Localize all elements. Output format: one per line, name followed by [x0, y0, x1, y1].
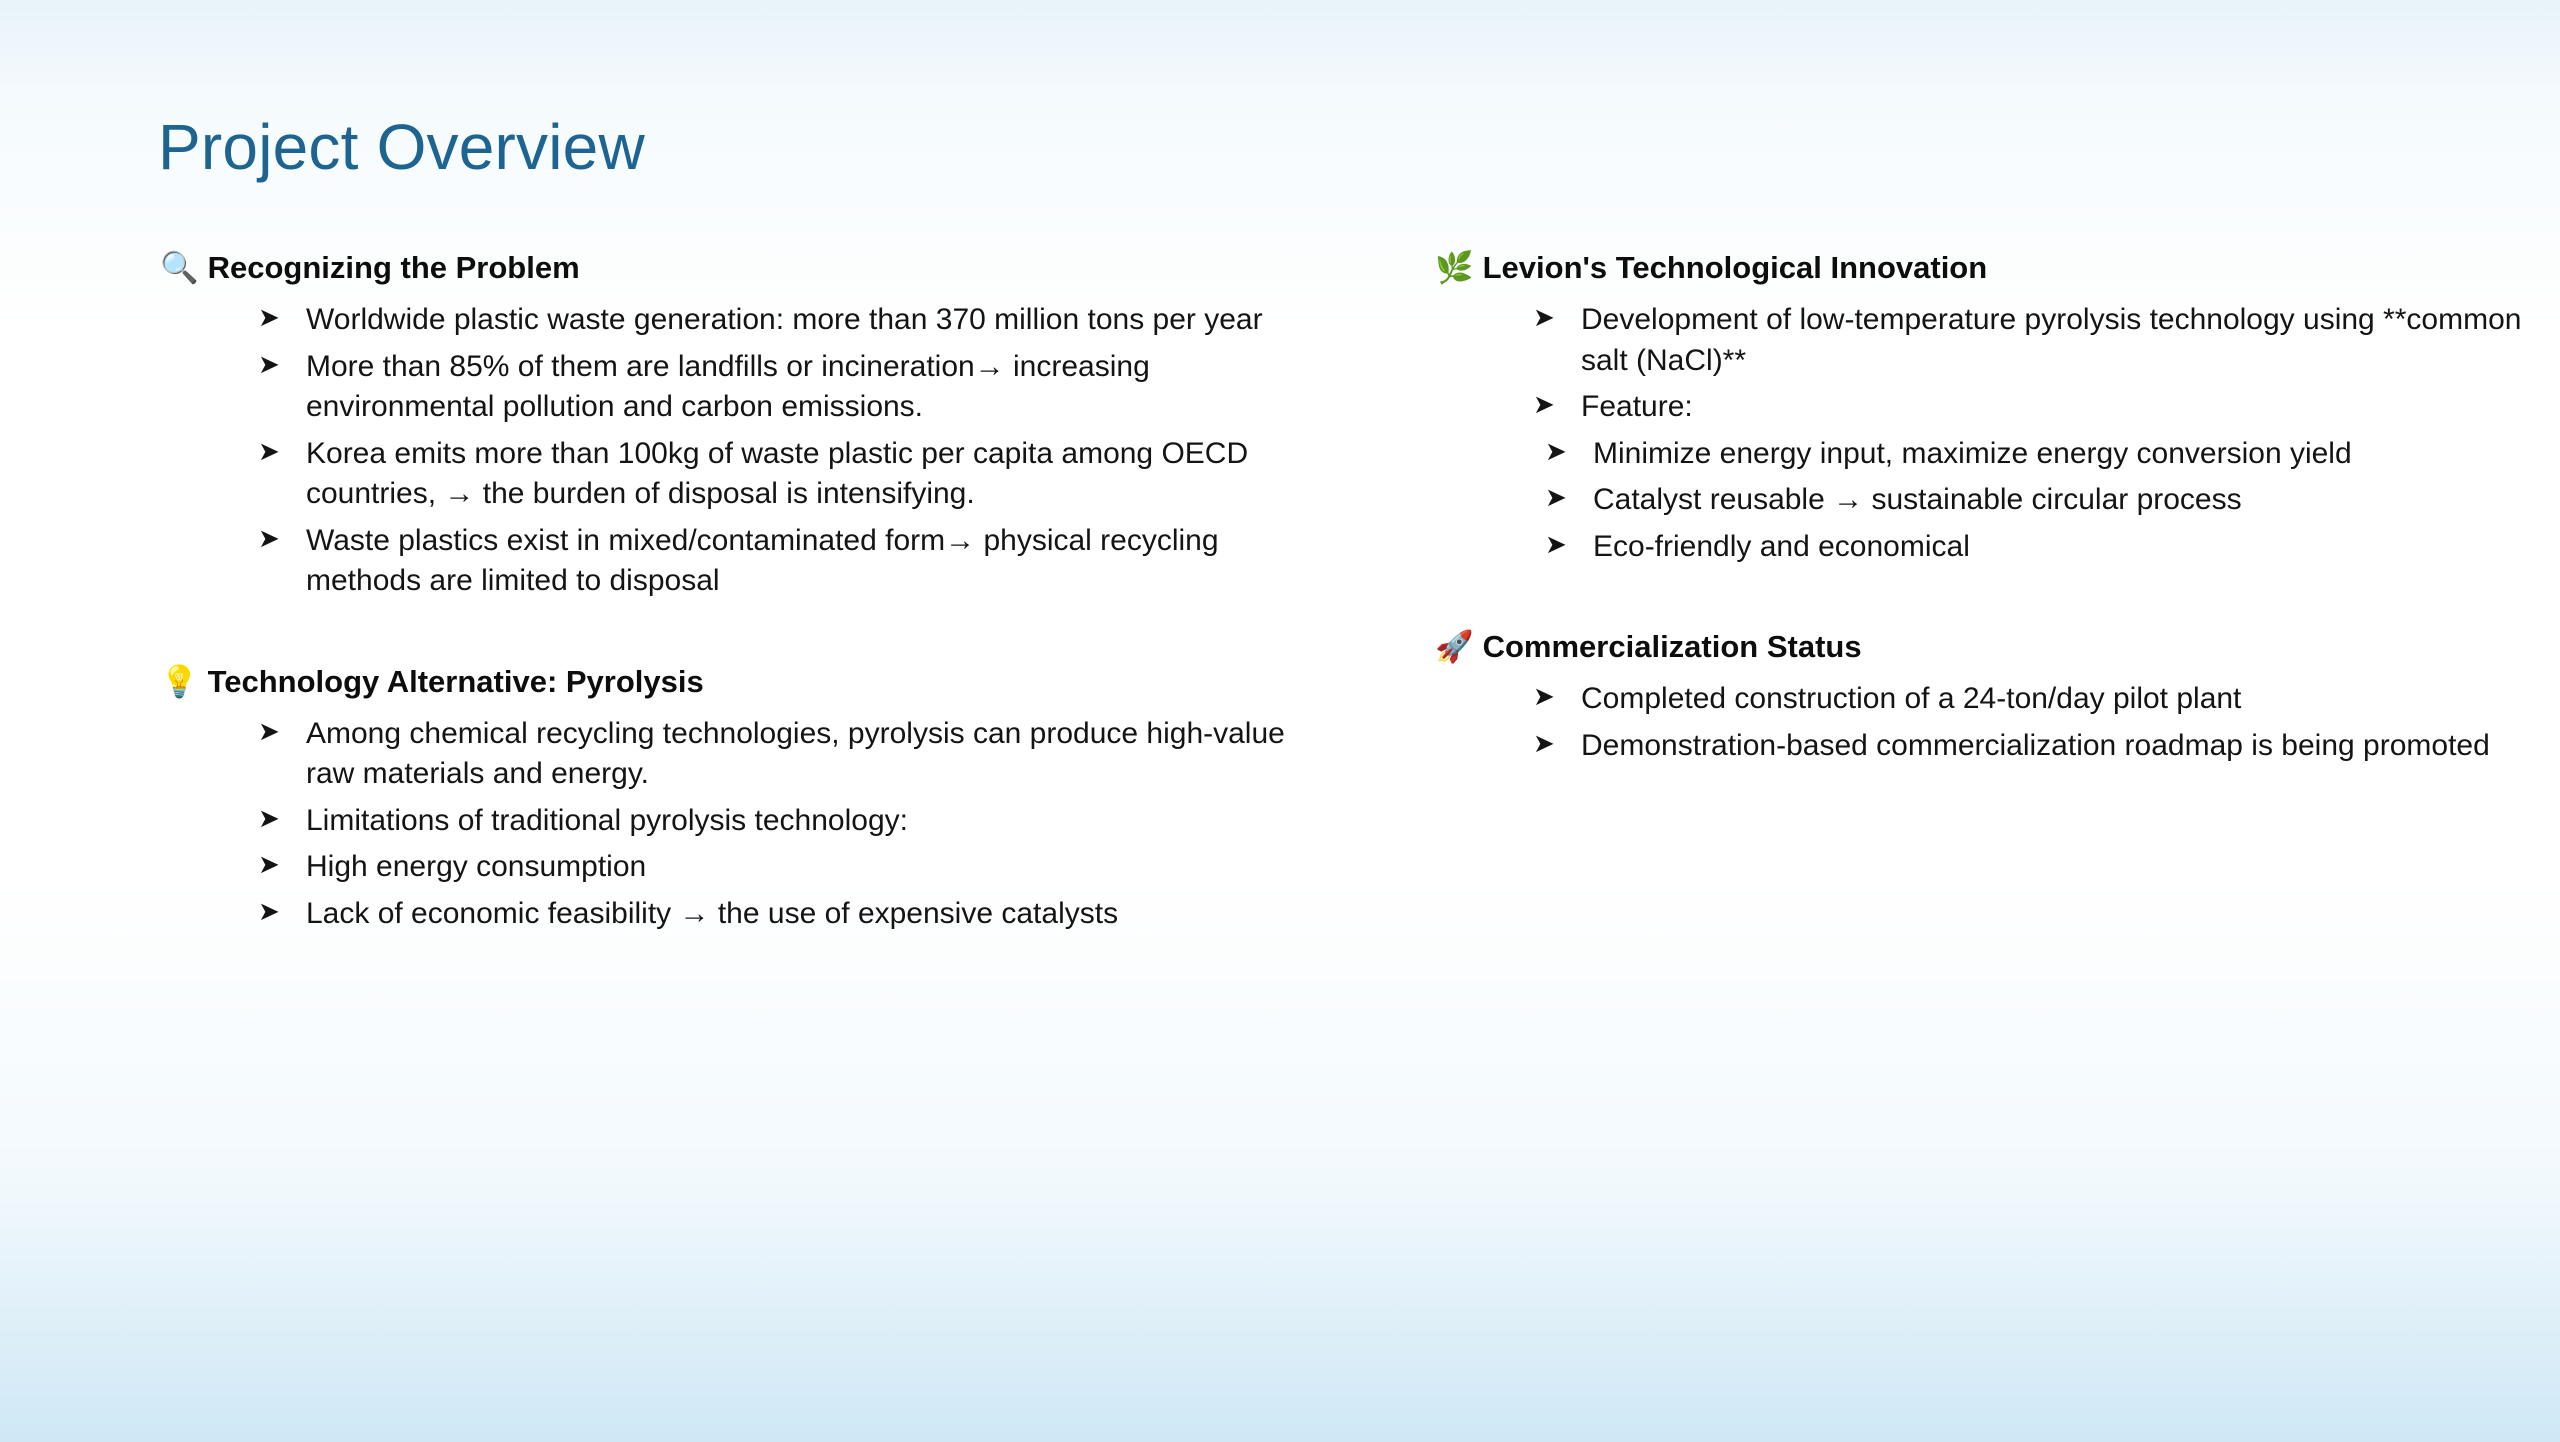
list-item-text: High energy consumption [306, 850, 647, 883]
magnifier-icon: 🔍 [160, 250, 199, 285]
arrow-bullet-icon: ➤ [258, 895, 280, 926]
list-item-text: More than 85% of them are landfills or incineration→ increasing environmental pollution and carbon emissions. [306, 349, 1150, 423]
list-item-text: Among chemical recycling technologies, pyrolysis can produce high-value raw materials and energy. [306, 716, 1285, 790]
arrow-bullet-icon: ➤ [1545, 528, 1567, 559]
section-heading [1435, 629, 2560, 665]
arrow-bullet-icon: ➤ [1545, 435, 1567, 466]
list-item-text: Waste plastics exist in mixed/contaminated form→ physical recycling methods are limited to disposal [306, 523, 1219, 597]
page-title: Project Overview [158, 111, 645, 183]
section-heading [1435, 250, 2560, 286]
bullet-list [1533, 300, 2560, 428]
section-heading-label: Recognizing the Problem [207, 250, 580, 285]
section-heading [160, 664, 1285, 700]
arrow-bullet-icon: ➤ [1533, 681, 1555, 711]
bullet-list [1533, 679, 2560, 766]
arrow-bullet-icon: ➤ [1545, 482, 1567, 512]
list-item-text: Demonstration-based commercialization roadmap is being promoted [1581, 728, 2490, 762]
list-item [258, 300, 1285, 341]
list-item [258, 714, 1285, 795]
lightbulb-icon: 💡 [160, 663, 199, 699]
arrow-bullet-icon: ➤ [1533, 389, 1555, 419]
list-item-text: Catalyst reusable → sustainable circular process [1593, 483, 2242, 516]
left-column [160, 250, 1285, 996]
list-item-text: Korea emits more than 100kg of waste plastic per capita among OECD countries, → the burden of disposal is intensifying. [306, 436, 1249, 510]
list-item [258, 894, 1285, 935]
section-heading-label: Commercialization Status [1482, 629, 1862, 664]
list-item-text: Development of low-temperature pyrolysis technology using **common salt (NaCl)** [1581, 303, 2522, 377]
list-item [258, 521, 1285, 602]
list-item-text: Worldwide plastic waste generation: more than 370 million tons per year [306, 303, 1263, 336]
arrow-bullet-icon: ➤ [258, 302, 280, 332]
list-item [1545, 480, 2560, 521]
arrow-bullet-icon: ➤ [258, 522, 280, 553]
list-item [258, 801, 1285, 842]
section-heading-label: Levion's Technological Innovation [1482, 250, 1988, 285]
list-item-text: Eco-friendly and economical [1593, 529, 1970, 563]
list-item [1533, 300, 2560, 381]
arrow-bullet-icon: ➤ [258, 348, 280, 379]
list-item-text: Minimize energy input, maximize energy conversion yield [1593, 436, 2352, 470]
list-item [1545, 434, 2560, 475]
right-column [1435, 250, 2560, 996]
herb-leaf-icon: 🌿 [1435, 250, 1474, 285]
arrow-bullet-icon: ➤ [258, 849, 280, 879]
list-item-text: Completed construction of a 24-ton/day pilot plant [1581, 682, 2242, 715]
arrow-bullet-icon: ➤ [258, 802, 280, 833]
list-item [258, 347, 1285, 428]
section-levions-technological-innovation [1435, 250, 2560, 567]
list-item-text: Limitations of traditional pyrolysis technology: [306, 803, 908, 837]
section-technology-alternative-pyrolysis [160, 664, 1285, 935]
list-item-text: Feature: [1581, 390, 1693, 423]
section-heading [160, 250, 1285, 286]
section-commercialization-status [1435, 629, 2560, 766]
list-item [1533, 679, 2560, 720]
list-item [1533, 387, 2560, 428]
list-item [1533, 726, 2560, 767]
arrow-bullet-icon: ➤ [258, 435, 280, 466]
list-item [258, 847, 1285, 888]
content-columns [0, 250, 2560, 996]
arrow-bullet-icon: ➤ [1533, 727, 1555, 758]
arrow-bullet-icon: ➤ [258, 715, 280, 746]
section-heading-label: Technology Alternative: Pyrolysis [207, 663, 704, 699]
rocket-icon: 🚀 [1435, 629, 1474, 664]
list-item [1545, 527, 2560, 568]
section-recognizing-the-problem [160, 250, 1285, 602]
list-item-text: Lack of economic feasibility → the use of expensive catalysts [306, 896, 1119, 930]
list-item [258, 434, 1285, 515]
bullet-list [258, 300, 1285, 602]
sub-bullet-list [1545, 434, 2560, 568]
bullet-list [258, 714, 1285, 935]
arrow-bullet-icon: ➤ [1533, 302, 1555, 332]
